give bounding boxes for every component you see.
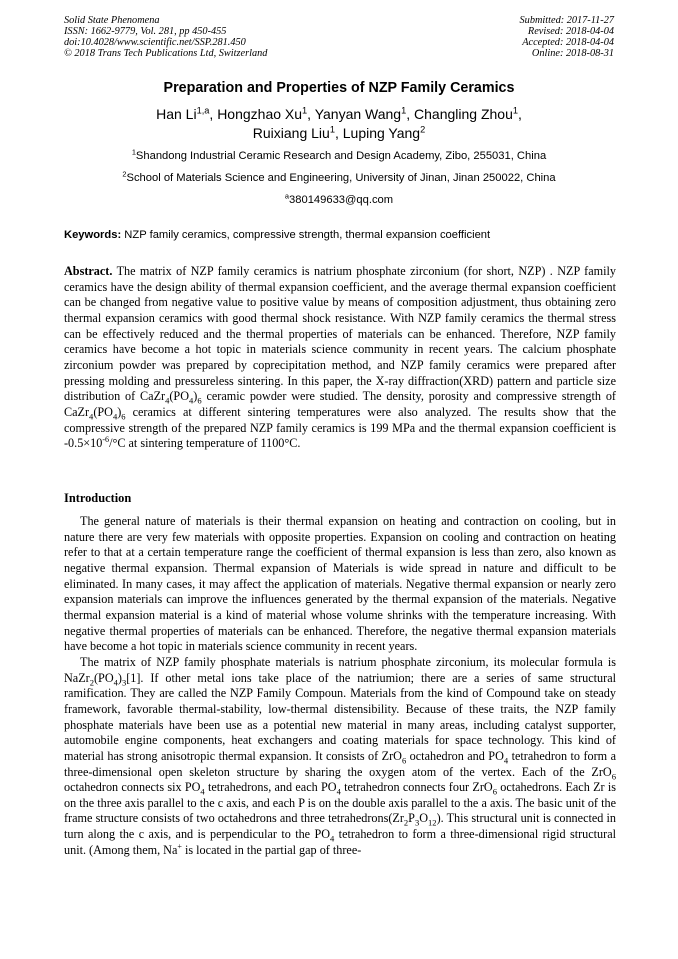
- author-name: Hongzhao Xu: [217, 106, 303, 122]
- keywords-line: [64, 229, 616, 241]
- abstract-block: [64, 264, 616, 452]
- author-affil-mark: 1: [401, 105, 407, 116]
- affiliation-1: [0, 147, 678, 162]
- abstract-text: The matrix of NZP family ceramics is natrium phosphate zirconium (for short, NZP) . NZP family ceramics have the design ability of thermal expansion coefficient, and the average thermal expansion coefficient can be changed from negative value to positive value by means of composition adjustment, thus obtaining zero thermal expansion ceramics with good thermal shock resistance. With NZP family ceramics the thermal stress can be effectively reduced and the thermal properties of materials can be enhanced. Therefore, NZP family ceramics have become a hot topic in materials science community in recent years. The calcium phosphate zirconium powder was prepared by coprecipitation method, and NZP family ceramics were prepared after pressing molding and pressureless sintering. In this paper, the X-ray diffraction(XRD) pattern and particle size distribution of $CaZr_4(PO_4)_6$ ceramic powder were studied. The density, porosity and compressive strength of $CaZr_4(PO_4)_6$ ceramics at different sintering temperatures were also analyzed. The results show that the compressive strength of the prepared NZP family ceramics is 199 MPa and the thermal expansion coefficient is $-0.5\times 10^{-6}/^\circ C$ at sintering temperature of 1100°C.: [64, 264, 616, 451]
- publication-dates: [520, 15, 614, 59]
- affiliation-text: Shandong Industrial Ceramic Research and Design Academy, Zibo, 255031, China: [135, 150, 547, 162]
- paragraph: The general nature of materials is their thermal expansion on heating and contraction on cooling, but in nature there are very few materials with opposite properties. Expansion on cooling and contraction on heating refer to that at a certain temperature range the coefficient of thermal expansion is less than zero, also known as negative thermal expansion. Thermal expansion of Materials is wide spread in nature and difficult to be eliminated. In many cases, it may affect the application of materials. Negative thermal expansion or nearly zero expansion materials can improve the influences generated by the thermal expansion of the materials. Negative thermal expansion material is a kind of material whose volume shrinks with the temperature increasing. With negative thermal properties of materials can be enhanced. Therefore, the negative thermal expansion materials have become a hot topic in materials science community in recent years.: [64, 514, 616, 654]
- author-email: [0, 191, 678, 206]
- paragraph: The matrix of NZP family phosphate materials is natrium phosphate zirconium, its molecular formula is $NaZr_2(PO_4)_3[1]$. If other metal ions take place of the natriumion; there are a series of same structural ramification. They are called the NZP Family Compoun. Materials from the kind of Compound take on steady framework, favorable thermal-stability, low-thermal distensibility. Because of these traits, the NZP family phosphate materials have been use as a potential new material in many areas, including catalyst supporter, automobile engine components, heat exchangers and coating materials for space technology. This kind of material has strong anisotropic thermal expansion. It consists of ZrO$_6$ octahedron and $PO_4$ tetrahedron to form a three-dimensional open skeleton structure by sharing the oxygen atom of the vertex. Each of the ZrO$_6$ octahedron connects six $PO_4$ tetrahedrons, and each $PO_4$ tetrahedron connects four ZrO$_6$ octahedrons. Each Zr is on the three axis parallel to the c axis, and each P is on the double axis parallel to the a axis. The basic unit of the frame structure consists of two octahedrons and three $tetrahedrons(Zr_2P_3O_{12})$. This structural unit is connected in turn along the c axis, and is perpendicular to the $PO_4$ tetrahedron to form a three-dimensional rigid structural unit. (Among them, Na+ is located in the partial gap of three-: [64, 654, 616, 857]
- author-separator: ,: [518, 106, 522, 122]
- doi-line: doi:10.4028/www.scientific.net/SSP.281.450: [64, 37, 246, 48]
- author-affil-mark: 1,a: [196, 105, 210, 116]
- author-line-2: [0, 124, 678, 143]
- author-separator: ,: [406, 106, 415, 122]
- submitted-date: Submitted: 2017-11-27: [519, 15, 614, 26]
- author-line-1: [0, 105, 678, 124]
- issn-line: ISSN: 1662-9779, Vol. 281, pp 450-455: [64, 26, 227, 37]
- author-affil-mark: 1: [512, 105, 519, 116]
- affiliation-2: [0, 169, 678, 184]
- introduction-body: [64, 514, 616, 858]
- author-list: [0, 105, 678, 143]
- author-separator: ,: [209, 106, 218, 122]
- affiliation-mark: 2: [122, 169, 127, 179]
- affiliation-mark: 1: [131, 147, 136, 157]
- author-name: Luping Yang: [342, 125, 421, 141]
- keywords-label: Keywords:: [64, 229, 122, 241]
- journal-info: [64, 15, 267, 59]
- email-mark: a: [284, 191, 290, 201]
- journal-name: Solid State Phenomena: [64, 15, 160, 26]
- copyright-line: © 2018 Trans Tech Publications Ltd, Switzerland: [64, 48, 268, 59]
- keywords-text: NZP family ceramics, compressive strength, thermal expansion coefficient: [121, 229, 491, 241]
- affiliation-text: School of Materials Science and Engineering, University of Jinan, Jinan 250022, China: [126, 172, 556, 184]
- author-name: Ruixiang Liu: [252, 125, 330, 141]
- revised-date: Revised: 2018-04-04: [527, 26, 614, 37]
- author-affil-mark: 1: [329, 124, 335, 135]
- author-separator: ,: [334, 125, 343, 141]
- section-heading-introduction: Introduction: [64, 491, 132, 505]
- author-name: Yanyan Wang: [314, 106, 402, 122]
- author-affil-mark: 1: [302, 105, 308, 116]
- author-affil-mark: 2: [420, 124, 426, 135]
- accepted-date: Accepted: 2018-04-04: [522, 37, 614, 48]
- abstract-label: Abstract.: [64, 264, 113, 278]
- online-date: Online: 2018-08-31: [531, 48, 614, 59]
- email-text: 380149633@qq.com: [289, 194, 394, 206]
- paper-title: Preparation and Properties of NZP Family Ceramics: [163, 80, 515, 96]
- author-separator: ,: [307, 106, 315, 122]
- author-name: Han Li: [156, 106, 197, 122]
- author-name: Changling Zhou: [414, 106, 513, 122]
